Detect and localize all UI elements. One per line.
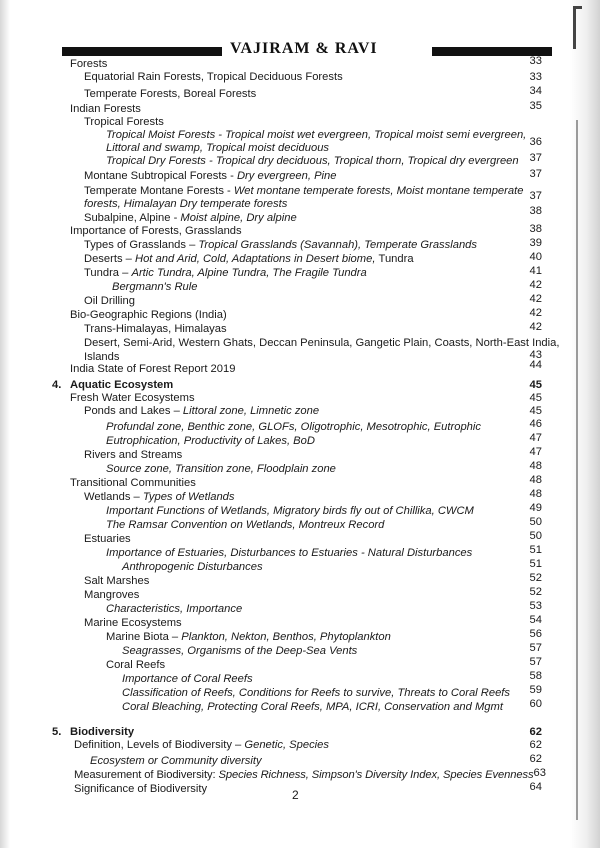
- toc-row: [0, 292, 600, 306]
- toc-entry-text: Importance of Coral Reefs: [122, 673, 253, 685]
- toc-entry-label: Marine Biota –: [106, 631, 182, 643]
- toc-row: [0, 181, 600, 195]
- toc-entry-text: Coral Reefs: [106, 659, 166, 671]
- toc-page-number: 42: [529, 321, 542, 333]
- toc-page-number: 42: [529, 293, 542, 305]
- toc-row: [0, 115, 600, 129]
- toc-page-number: 33: [529, 55, 542, 67]
- toc-page-number: 33: [529, 71, 542, 83]
- toc-entry-subtopics: Species Richness, Simpson's Diversity Index, Species Evenness: [218, 769, 534, 781]
- toc-row: [0, 278, 600, 292]
- toc-section-heading: [0, 725, 600, 739]
- toc-page-number: 58: [529, 670, 542, 682]
- toc-entry-subtopics: Wet montane temperate forests, Moist montane temperate: [233, 185, 524, 197]
- toc-page-number: 56: [529, 628, 542, 640]
- toc-page-number: 40: [529, 251, 542, 263]
- toc-entry-text: Significance of Biodiversity: [74, 783, 208, 795]
- toc-page-number: 35: [529, 100, 542, 112]
- toc-row: [0, 99, 600, 113]
- toc-entry-text: Indian Forests: [70, 103, 141, 115]
- toc-entry-text: [84, 404, 319, 418]
- toc-entry-text: The Ramsar Convention on Wetlands, Montreux Record: [106, 519, 385, 531]
- toc-entry-subtopics: Plankton, Nekton, Benthos, Phytoplankton: [181, 631, 391, 643]
- toc-page-number: 45: [529, 392, 542, 404]
- toc-entry-text: forests, Himalayan Dry temperate forests: [84, 198, 288, 210]
- toc-row: [0, 445, 600, 459]
- toc-entry-subtopics: Hot and Arid, Cold, Adaptations in Desert biome,: [134, 253, 379, 265]
- toc-row: [0, 250, 600, 264]
- toc-page-number: 62: [529, 739, 542, 751]
- toc-entry-text: Ecosystem or Community diversity: [90, 755, 262, 767]
- toc-page-number: 42: [529, 279, 542, 291]
- header-title: VAJIRAM & RAVI: [230, 40, 378, 57]
- toc-entry-text: India State of Forest Report 2019: [70, 363, 236, 375]
- toc-page-number: 45: [529, 405, 542, 417]
- toc-entry-text: Classification of Reefs, Conditions for Reefs to survive, Threats to Coral Reefs: [122, 687, 510, 699]
- toc-page-number: 44: [529, 359, 542, 371]
- toc-page-number: 53: [529, 600, 542, 612]
- toc-row: [0, 585, 600, 599]
- toc-entry-suffix: Tundra: [378, 253, 414, 265]
- toc-entry-label: Montane Subtropical Forests -: [84, 170, 237, 182]
- toc-page-number: 47: [529, 432, 542, 444]
- toc-page-number: 38: [529, 223, 542, 235]
- toc-entry-subtopics: Artic Tundra, Alpine Tundra, The Fragile Tundra: [131, 267, 367, 279]
- toc-page-number: 45: [529, 379, 542, 391]
- section-title: Biodiversity: [70, 726, 135, 738]
- toc-row: [0, 136, 600, 155]
- toc-row: [0, 571, 600, 585]
- toc-page-number: 57: [529, 642, 542, 654]
- toc-row: [0, 655, 600, 669]
- toc-page-number: 48: [529, 460, 542, 472]
- toc-entry-text: Tropical Forests: [84, 116, 164, 128]
- toc-entry-text: Importance of Estuaries, Disturbances to Estuaries - Natural Disturbances: [106, 547, 473, 559]
- toc-entry-subtopics: Types of Wetlands: [142, 491, 235, 503]
- toc-page-number: 36: [529, 136, 542, 148]
- toc-entry-text: Salt Marshes: [84, 575, 150, 587]
- toc-row: [0, 473, 600, 487]
- toc-entry-text: Coral Bleaching, Protecting Coral Reefs, MPA, ICRI, Conservation and Mgmt: [122, 701, 503, 713]
- toc-entry-label: Tundra –: [84, 267, 132, 279]
- toc-page-number: 64: [529, 781, 542, 793]
- toc-row: [0, 599, 600, 613]
- toc-page-number: 54: [529, 614, 542, 626]
- toc-page-number: 39: [529, 237, 542, 249]
- toc-entry-text: Transitional Communities: [70, 477, 196, 489]
- toc-page-number: 34: [529, 85, 542, 97]
- toc-row: [0, 222, 600, 236]
- toc-row: [0, 738, 600, 752]
- toc-entry-text: Islands: [84, 351, 120, 363]
- toc-page-number: 52: [529, 586, 542, 598]
- section-number: 4.: [52, 379, 62, 391]
- toc-row: [0, 669, 600, 683]
- toc-entry-text: Bergmann's Rule: [112, 281, 198, 293]
- toc-page-number: 49: [529, 502, 542, 514]
- toc-row: [0, 359, 600, 376]
- toc-page-number: 46: [529, 418, 542, 430]
- toc-entry-text: Temperate Forests, Boreal Forests: [84, 88, 257, 100]
- toc-entry-text: Anthropogenic Disturbances: [122, 561, 263, 573]
- toc-row: [0, 501, 600, 515]
- toc-row: [0, 627, 600, 641]
- toc-row: [0, 391, 600, 405]
- section-number: 5.: [52, 726, 62, 738]
- header-bar-left: [62, 47, 222, 56]
- toc-row: [0, 306, 600, 320]
- binding-corner-mark: [573, 6, 582, 49]
- toc-row: [0, 683, 600, 697]
- toc-row: [0, 57, 600, 71]
- toc-page-number: 62: [529, 726, 542, 738]
- toc-page-number: 37: [529, 152, 542, 164]
- toc-page-number: 57: [529, 656, 542, 668]
- section-title: Aquatic Ecosystem: [70, 379, 174, 391]
- toc-entry-text: Estuaries: [84, 533, 131, 545]
- toc-entry-text: [74, 738, 329, 752]
- toc-row: [0, 154, 600, 168]
- toc-row: [0, 404, 600, 418]
- toc-entry-text: Littoral and swamp, Tropical moist deciduous: [106, 142, 330, 154]
- toc-row: [0, 84, 600, 98]
- toc-page-number: 37: [529, 168, 542, 180]
- toc-entry-text: Characteristics, Importance: [106, 603, 243, 615]
- toc-entry-text: Eutrophication, Productivity of Lakes, BoD: [106, 435, 315, 447]
- toc-row: [0, 205, 600, 224]
- toc-entry-label: Measurement of Biodiversity:: [74, 769, 219, 781]
- toc-row: [0, 431, 600, 445]
- toc-entry-text: Important Functions of Wetlands, Migratory birds fly out of Chillika, CWCM: [106, 505, 474, 517]
- toc-entry-subtopics: Tropical Grasslands (Savannah), Temperate Grasslands: [198, 239, 477, 251]
- toc-entry-text: Fresh Water Ecosystems: [70, 392, 195, 404]
- toc-row: [0, 70, 600, 84]
- toc-row: [0, 264, 600, 278]
- toc-entry-text: Profundal zone, Benthic zone, GLOFs, Oligotrophic, Mesotrophic, Eutrophic: [106, 421, 481, 433]
- toc-entry-subtopics: Dry evergreen, Pine: [236, 170, 337, 182]
- toc-row: [0, 128, 600, 142]
- toc-entry-subtopics: Littoral zone, Limnetic zone: [182, 405, 320, 417]
- toc-row: [0, 557, 600, 571]
- toc-page-number: 62: [529, 753, 542, 765]
- toc-entry-text: Forests: [70, 58, 108, 70]
- toc-entry-label: Deserts –: [84, 253, 135, 265]
- toc-entry-text: Tropical Moist Forests - Tropical moist wet evergreen, Tropical moist semi evergreen,: [106, 129, 527, 141]
- toc-page-number: 47: [529, 446, 542, 458]
- toc-entry-label: Ponds and Lakes –: [84, 405, 183, 417]
- toc-page-number: 51: [529, 544, 542, 556]
- toc-row: [0, 167, 600, 181]
- toc-row: [0, 334, 600, 348]
- toc-row: [0, 543, 600, 557]
- page-number: 2: [292, 788, 299, 802]
- toc-entry-text: Oil Drilling: [84, 295, 135, 307]
- toc-entry-text: Tropical Dry Forests - Tropical dry deciduous, Tropical thorn, Tropical dry evergreen: [106, 155, 519, 167]
- toc-row: [0, 780, 600, 794]
- toc-page-number: 50: [529, 516, 542, 528]
- toc-entry-text: Trans-Himalayas, Himalayas: [84, 323, 227, 335]
- toc-row: [0, 515, 600, 529]
- toc-page-number: 48: [529, 488, 542, 500]
- toc-entry-text: Source zone, Transition zone, Floodplain zone: [106, 463, 336, 475]
- toc-entry-text: Marine Ecosystems: [84, 617, 182, 629]
- toc-row: [0, 320, 600, 334]
- toc-page-number: 38: [529, 205, 542, 217]
- toc-row: [0, 766, 600, 780]
- toc-row: [0, 697, 600, 711]
- toc-row: [0, 613, 600, 627]
- page-header: [62, 42, 552, 58]
- toc-entry-subtopics: Genetic, Species: [244, 739, 329, 751]
- toc-page-number: 50: [529, 530, 542, 542]
- toc-row: [0, 459, 600, 473]
- toc-entry-label: Temperate Montane Forests -: [84, 185, 234, 197]
- toc-page-number: 48: [529, 474, 542, 486]
- toc-page-number: 52: [529, 572, 542, 584]
- toc-page-number: 63: [533, 767, 546, 779]
- toc-entry-text: Desert, Semi-Arid, Western Ghats, Deccan Peninsula, Gangetic Plain, Coasts, North-East India,: [84, 337, 560, 349]
- toc-entry-text: Seagrasses, Organisms of the Deep-Sea Vents: [122, 645, 358, 657]
- toc-entry-text: Mangroves: [84, 589, 140, 601]
- toc-row: [0, 641, 600, 655]
- toc-entry-label: Wetlands –: [84, 491, 143, 503]
- toc-page-number: 43: [529, 349, 542, 361]
- toc-row: [0, 236, 600, 250]
- toc-row: [0, 529, 600, 543]
- toc-page-number: 60: [529, 698, 542, 710]
- toc-entry-text: Bio-Geographic Regions (India): [70, 309, 227, 321]
- toc-entry-text: Importance of Forests, Grasslands: [70, 225, 242, 237]
- toc-row: [0, 752, 600, 766]
- toc-page-number: 51: [529, 558, 542, 570]
- toc-entry-text: Equatorial Rain Forests, Tropical Deciduous Forests: [84, 71, 343, 83]
- toc-page-number: 42: [529, 307, 542, 319]
- toc-row: [0, 487, 600, 501]
- toc-entry-label: Definition, Levels of Biodiversity –: [74, 739, 245, 751]
- toc-entry-label: Subalpine, Alpine -: [84, 212, 181, 224]
- toc-page-number: 41: [529, 265, 542, 277]
- toc-page-number: 37: [529, 190, 542, 202]
- toc-entry-label: Types of Grasslands –: [84, 239, 199, 251]
- toc-entry-subtopics: Moist alpine, Dry alpine: [180, 212, 297, 224]
- toc-row: [0, 417, 600, 431]
- toc-row: [0, 348, 600, 362]
- toc-entry-text: Rivers and Streams: [84, 449, 183, 461]
- toc-section-heading: [0, 378, 600, 392]
- toc-page-number: 59: [529, 684, 542, 696]
